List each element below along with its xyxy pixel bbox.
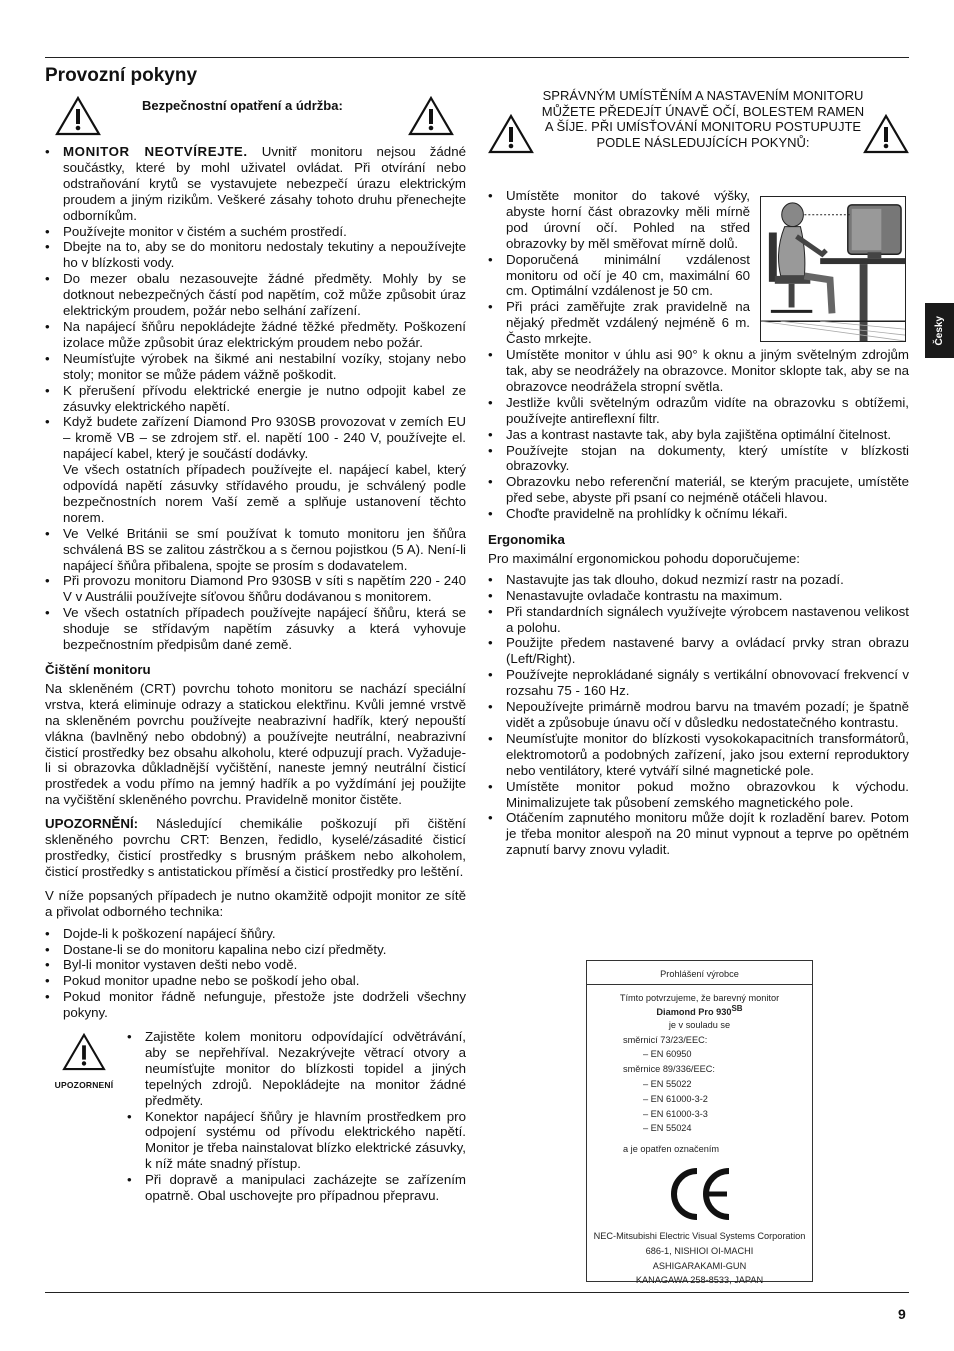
note-list — [127, 1029, 466, 1204]
list-item: • Na napájecí šňůru nepokládejte žádné těžké předměty. Poškození izolace může způsobit úraz elektrickým proudem nebo požár. — [45, 319, 466, 351]
safety-heading: Bezpečnostní opatření a údržba: — [142, 98, 343, 113]
safety-list — [45, 144, 466, 653]
list-item: • Použijte předem nastavené barvy a ovládací prvky stran obrazu (Left/Right). — [488, 635, 909, 667]
directive-89-336: směrnice 89/336/EEC: — [623, 1064, 715, 1075]
page-number: 9 — [898, 1306, 906, 1322]
bottom-rule — [45, 1292, 909, 1293]
list-item: • Neumísťujte výrobek na šikmé ani nestabilní vozíky, stojany nebo stoly; monitor se může pádem vážně poškodit. — [45, 351, 466, 383]
list-item: • Ve Velké Británii se smí používat k tomuto monitoru jen šňůra schválená BS se zalitou zástrčkou a s černou pojistkou (5 A). Není-li napájecí šňůra přibalena, spojte se prosím s dodavatelem. — [45, 526, 466, 574]
list-item: • Pokud monitor řádně nefunguje, přestože jste dodrželi všechny pokyny. — [45, 989, 466, 1021]
disconnect-intro: V níže popsaných případech je nutno okamžitě odpojit monitor ze sítě a přivolat odborného technika: — [45, 887, 466, 919]
list-item: • Při dopravě a manipulaci zacházejte se zařízením opatrně. Obal uschovejte pro případnou přepravu. — [127, 1172, 466, 1204]
left-column — [45, 96, 466, 1204]
declaration-line: Tímto potvrzujeme, že barevný monitor — [619, 993, 780, 1003]
declaration-of-conformity — [586, 960, 813, 1286]
caution-badge — [45, 1029, 123, 1094]
warning-triangle-icon — [488, 114, 534, 154]
safety-header — [45, 96, 466, 144]
cleaning-heading: Čištění monitoru — [45, 662, 151, 677]
company-address: 686-1, NISHIOI OI-MACHI — [645, 1245, 754, 1256]
list-item: • Používejte monitor v čistém a suchém prostředí. — [45, 224, 466, 240]
language-tab: Česky — [925, 303, 954, 358]
list-item: • Nenastavujte ovladače kontrastu na maximum. — [488, 588, 909, 604]
warning-triangle-icon — [863, 114, 909, 154]
list-item: • Jestliže kvůli světelným odrazům vidíte na obrazovku s obtížemi, používejte antireflexní filtr. — [488, 395, 909, 427]
disconnect-list — [45, 926, 466, 1021]
standard-en61000-3-3: – EN 61000-3-3 — [643, 1108, 708, 1119]
list-item: • Zajistěte kolem monitoru odpovídající odvětrávání, aby se nepřehříval. Nezakrývejte větrací otvory a neumísťujte monitor do blízkosti topidel a jiných tepelných zdrojů. Nepokládejte na monitor žádné předměty. — [127, 1029, 466, 1109]
standard-en55022: – EN 55022 — [643, 1078, 692, 1089]
list-item: • Dostane-li se do monitoru kapalina nebo cizí předměty. — [45, 942, 466, 958]
directive-73-23: směrnicí 73/23/EEC: — [623, 1034, 708, 1045]
list-item: • Byl-li monitor vystaven dešti nebo vodě. — [45, 957, 466, 973]
list-item: • Umístěte monitor do takové výšky, abyste horní část obrazovky měli mírně pod úrovní očí. Pohled na střed obrazovky by měl směřovat mírně dolů. — [488, 188, 750, 252]
list-item: • Choďte pravidelně na prohlídky k očnímu lékaři. — [488, 506, 909, 522]
list-item: • Neumísťujte monitor do blízkosti vysokokapacitních transformátorů, elektromotorů a podobných zařízení, jako jsou externí reproduktory nebo ventilátory, které vytváří silné magnetické pole. — [488, 731, 909, 779]
declaration-line: je v souladu se — [668, 1019, 731, 1030]
caution-note — [45, 1029, 466, 1204]
list-item: • Dojde-li k poškození napájecí šňůry. — [45, 926, 466, 942]
warning-triangle-icon — [55, 96, 101, 136]
list-item: • Nepoužívejte primárně modrou barvu na tmavém pozadí; je špatně vidět a způsobuje únavu očí v důsledku nedostatečného kontrastu. — [488, 699, 909, 731]
company-address: ASHIGARAKAMI-GUN — [652, 1260, 747, 1271]
list-item: • Nastavujte jas tak dlouho, dokud nezmizí rastr na pozadí. — [488, 572, 909, 588]
list-item: • Při provozu monitoru Diamond Pro 930SB v síti s napětím 220 - 240 V v Austrálii používejte síťovou šňůru dodávanou s monitorem. — [45, 573, 466, 605]
list-item: • Když budete zařízení Diamond Pro 930SB provozovat v zemích EU – kromě VB – se zdrojem stř. el. napětí 100 - 240 V, používejte el. napájecí kabel, který je součástí dodávky. Ve všech ostatních případech používejte el. napájecí kabel, který odpovídá napětí zásuvky střídavého proudu, je schválený podle bezpečnostních norem Vaší země a splňuje ustanovení těchto norem. — [45, 414, 466, 525]
company-address: KANAGAWA 258-8533, JAPAN — [635, 1275, 764, 1286]
list-item: • Pokud monitor upadne nebo se poškodí jeho obal. — [45, 973, 466, 989]
company-name: NEC-Mitsubishi Electric Visual Systems Corporation — [593, 1230, 806, 1241]
standard-en60950: – EN 60950 — [643, 1049, 692, 1060]
ergonomics-intro: Pro maximální ergonomickou pohodu doporučujeme: — [488, 550, 800, 566]
list-item: • Obrazovku nebo referenční materiál, se kterým pracujete, umístěte před sebe, abyste při psaní co nejméně otáčeli hlavou. — [488, 474, 909, 506]
list-item: • MONITOR NEOTVÍREJTE. Uvnitř monitoru nejsou žádné součástky, které by mohl uživatel ovládat. Při otvírání nebo odstraňování krytů se vystavujete nebezpečí úrazu elektrickým proudem a jiným rizikům. Veškeré zásahy tohoto druhu přenechejte odborníkům. — [45, 144, 466, 224]
list-item: • Umístěte monitor v úhlu asi 90° k oknu a jiným světelným zdrojům tak, aby se neodrážely na obrazovce. Monitor sklopte tak, aby se na obrazovce neodrážela stropní světla. — [488, 347, 909, 395]
ergonomics-heading: Ergonomika — [488, 532, 565, 548]
cleaning-text: Na skleněném (CRT) povrchu tohoto monitoru se nachází speciální vrstva, která eliminuje odrazy a statickou elektřinu. Kvůli jemné vrstvě na skleněném povrchu používejte neabrazivní hadřík, který nepouští vlákna (bavlněný nebo obdobný) a používejte neutrální, neabrazivní čisticí prostředky bez obsahu alkoholu, které odpuzují prach. Vyžaduje-li si obrazovka důkladnější vyčištění, naneste jemný neutrální čisticí prostředek a vodu přímo na jemný hadřík a po vyždímání jej použijte na vyčištění skleněného povrchu. Pravidelně monitor čistěte. — [45, 680, 466, 808]
list-item: • Do mezer obalu nezasouvejte žádné předměty. Mohly by se dotknout nebezpečných částí pod napětím, což může způsobit úraz elektrickým proudem, požár nebo selhání zařízení. — [45, 271, 466, 319]
list-item: • Používejte neprokládané signály s vertikální obnovovací frekvencí v rozsahu 75 - 160 Hz. — [488, 667, 909, 699]
list-item: • Používejte stojan na dokumenty, který umístíte v blízkosti obrazovky. — [488, 443, 909, 475]
warning-triangle-icon — [408, 96, 454, 136]
declaration-product: Diamond Pro 930SB — [656, 1003, 743, 1017]
standard-en55024: – EN 55024 — [643, 1123, 692, 1134]
caution-label: UPOZORNENÍ — [54, 1079, 114, 1090]
caution-paragraph: UPOZORNĚNÍ: Následující chemikálie poškozují při čištění skleněného povrchu CRT: Benzen, ředidlo, kyselé/zásadité čisticí prostředky, čisticí prostředky s brusným práškem nebo alkoholem, čisticí prostředky s antistatickou příměsí a čisticí prostředky pro leštění. — [45, 816, 466, 879]
placement-notice-text: SPRÁVNÝM UMÍSTĚNÍM A NASTAVENÍM MONITORU MŮŽETE PŘEDEJÍT ÚNAVĚ OČÍ, BOLESTEM RAMEN A ŠÍJE. PŘI UMÍSŤOVÁNÍ MONITORU POSTUPUJTE PODLE NÁSLEDUJÍCÍCH POKYNŮ: — [541, 88, 865, 150]
page-title: Provozní pokyny — [45, 65, 198, 86]
standard-en61000-3-2: – EN 61000-3-2 — [643, 1093, 708, 1104]
placement-notice — [488, 88, 909, 188]
top-rule — [45, 57, 909, 58]
list-item: • Při práci zaměřujte zrak pravidelně na nějaký předmět vzdálený nejméně 6 m. Často mrkejte. — [488, 299, 750, 347]
list-item: • Otáčením zapnutého monitoru může dojít k rozladění barev. Potom je třeba monitor alespoň na 20 minut vypnout a teprve po opětném zapnutí barvy znovu vyladit. — [488, 810, 909, 858]
list-item: • Umístěte monitor pokud možno obrazovkou k východu. Minimalizujete tak působení zemského magnetického pole. — [488, 779, 909, 811]
list-item: • Dbejte na to, aby se do monitoru nedostaly tekutiny a nepoužívejte ho v blízkosti vody. — [45, 239, 466, 271]
mark-line: a je opatřen označením — [623, 1144, 720, 1155]
right-column — [488, 88, 909, 858]
warning-triangle-icon — [62, 1033, 106, 1071]
list-item: • K přerušení přívodu elektrické energie je nutno odpojit kabel ze zásuvky elektrického napětí. — [45, 383, 466, 415]
list-item: • Konektor napájecí šňůry je hlavním prostředkem pro odpojení systému od přívodu elektrického napětí. Monitor je třeba nainstalovat blízko elektrické zásuvky, k níž máte snadný přístup. — [127, 1109, 466, 1173]
ce-mark-icon — [665, 1163, 735, 1225]
list-item: • Doporučená minimální vzdálenost monitoru od očí je 40 cm, maximální 60 cm. Optimální vzdálenost je 50 cm. — [488, 252, 750, 300]
list-item: • Ve všech ostatních případech používejte napájecí šňůru, která se shoduje se střídavým napětím zásuvky a která vyhovuje bezpečnostním předpisům dané země. — [45, 605, 466, 653]
list-item: • Při standardních signálech využívejte výrobcem nastavenou velikost a polohu. — [488, 604, 909, 636]
ergonomics-list — [488, 572, 909, 858]
declaration-header: Prohlášení výrobce — [587, 961, 812, 985]
list-item: • Jas a kontrast nastavte tak, aby byla zajištěna optimální čitelnost. — [488, 427, 909, 443]
ergonomic-posture-illustration — [760, 196, 906, 342]
